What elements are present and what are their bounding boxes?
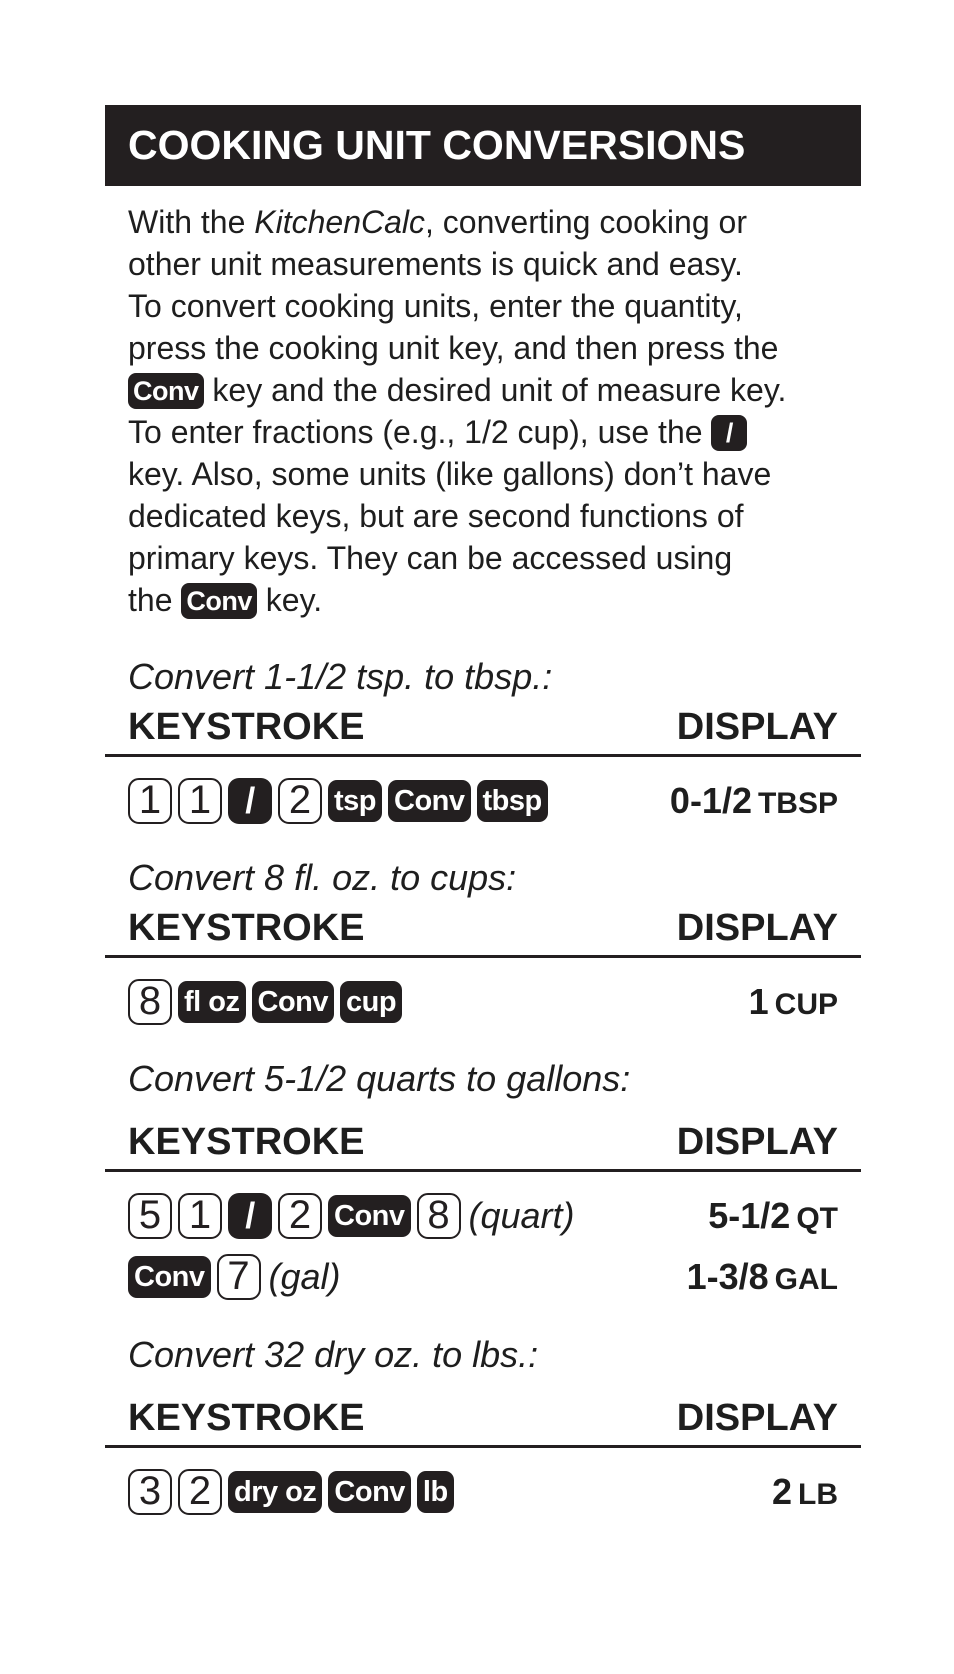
keystroke-row (128, 1467, 838, 1517)
key-dry-oz: dry oz (228, 1471, 322, 1513)
example-title: Convert 1-1/2 tsp. to tbsp.: (128, 656, 553, 697)
key-1: 1 (128, 778, 172, 824)
keystroke-sequence (128, 1252, 341, 1302)
display-value (670, 776, 838, 834)
example-title: Convert 5-1/2 quarts to gallons: (128, 1058, 631, 1099)
keystroke-row (128, 1252, 838, 1302)
display-unit: LB (798, 1478, 838, 1511)
divider (105, 1169, 861, 1172)
table-header (128, 907, 838, 950)
intro-text: key. (256, 582, 323, 618)
display-number: 5-1/2 (708, 1195, 791, 1236)
key-tsp: tsp (328, 780, 382, 822)
key-3: 3 (128, 1469, 172, 1515)
keystroke-note: (gal) (268, 1256, 341, 1297)
divider (105, 754, 861, 757)
display-header: DISPLAY (676, 1121, 838, 1163)
key-conv: Conv (328, 1471, 411, 1513)
conv-key-inline: Conv (128, 373, 204, 409)
display-value (687, 1252, 838, 1310)
fraction-key-inline: / (711, 415, 747, 451)
keystroke-header: KEYSTROKE (128, 1121, 365, 1163)
display-value (708, 1191, 838, 1249)
keystroke-header: KEYSTROKE (128, 1397, 365, 1439)
key-1: 1 (178, 778, 222, 824)
divider (105, 1445, 861, 1448)
key-conv: Conv (128, 1256, 211, 1298)
key-lb: lb (417, 1471, 454, 1513)
display-number: 1-3/8 (686, 1256, 769, 1297)
key-fraction: / (228, 1193, 272, 1239)
intro-text: With the (128, 204, 255, 240)
example-title: Convert 32 dry oz. to lbs.: (128, 1334, 539, 1375)
key-cup: cup (340, 981, 402, 1023)
display-header: DISPLAY (676, 907, 838, 949)
conv-key-inline: Conv (181, 583, 257, 619)
example-title: Convert 8 fl. oz. to cups: (128, 857, 517, 898)
keystroke-header: KEYSTROKE (128, 706, 365, 748)
keystroke-sequence (128, 1467, 454, 1517)
intro-line: other unit measurements is quick and easy. (128, 246, 743, 282)
keystroke-sequence (128, 977, 402, 1027)
key-1: 1 (178, 1193, 222, 1239)
display-header: DISPLAY (676, 1397, 838, 1439)
intro-line: primary keys. They can be accessed using (128, 540, 733, 576)
keystroke-row (128, 776, 838, 826)
table-header (128, 1121, 838, 1164)
key-7: 7 (217, 1254, 261, 1300)
keystroke-row (128, 1191, 838, 1241)
display-number: 0-1/2 (669, 780, 752, 821)
display-unit: TBSP (757, 787, 838, 820)
keystroke-sequence (128, 776, 548, 826)
page-header (105, 105, 861, 186)
table-header (128, 706, 838, 749)
display-number: 2 (771, 1471, 792, 1512)
display-unit: QT (796, 1202, 838, 1235)
divider (105, 955, 861, 958)
intro-line: dedicated keys, but are second functions of (128, 498, 744, 534)
key-5: 5 (128, 1193, 172, 1239)
intro-text: the (128, 582, 182, 618)
keystroke-row (128, 977, 838, 1027)
display-value (749, 977, 838, 1035)
intro-text: key and the desired unit of measure key. (203, 372, 787, 408)
key-2: 2 (278, 778, 322, 824)
intro-text: , converting cooking or (425, 204, 747, 240)
display-unit: CUP (774, 988, 838, 1021)
display-number: 1 (748, 981, 769, 1022)
product-name: KitchenCalc (254, 204, 426, 240)
keystroke-note: (quart) (468, 1195, 575, 1236)
display-header: DISPLAY (676, 706, 838, 748)
keystroke-header: KEYSTROKE (128, 907, 365, 949)
intro-line: To convert cooking units, enter the quantity, (128, 288, 743, 324)
key-conv: Conv (328, 1195, 411, 1237)
display-unit: GAL (774, 1263, 838, 1296)
key-fraction: / (228, 778, 272, 824)
intro-line: key. Also, some units (like gallons) don’t have (128, 456, 772, 492)
key-2: 2 (278, 1193, 322, 1239)
display-value (772, 1467, 838, 1525)
intro-line (128, 579, 848, 621)
intro-paragraph (128, 201, 848, 621)
key-conv: Conv (252, 981, 335, 1023)
intro-line: press the cooking unit key, and then press the (128, 330, 779, 366)
key-8: 8 (128, 979, 172, 1025)
intro-line (128, 201, 848, 243)
page-title: COOKING UNIT CONVERSIONS (128, 122, 746, 168)
intro-text: To enter fractions (e.g., 1/2 cup), use the (128, 414, 712, 450)
keystroke-sequence (128, 1191, 575, 1241)
intro-line (128, 411, 848, 453)
key-2: 2 (178, 1469, 222, 1515)
table-header (128, 1397, 838, 1440)
key-fl-oz: fl oz (178, 981, 246, 1023)
key-conv: Conv (388, 780, 471, 822)
key-tbsp: tbsp (477, 780, 548, 822)
intro-line (128, 369, 848, 411)
key-8: 8 (417, 1193, 461, 1239)
